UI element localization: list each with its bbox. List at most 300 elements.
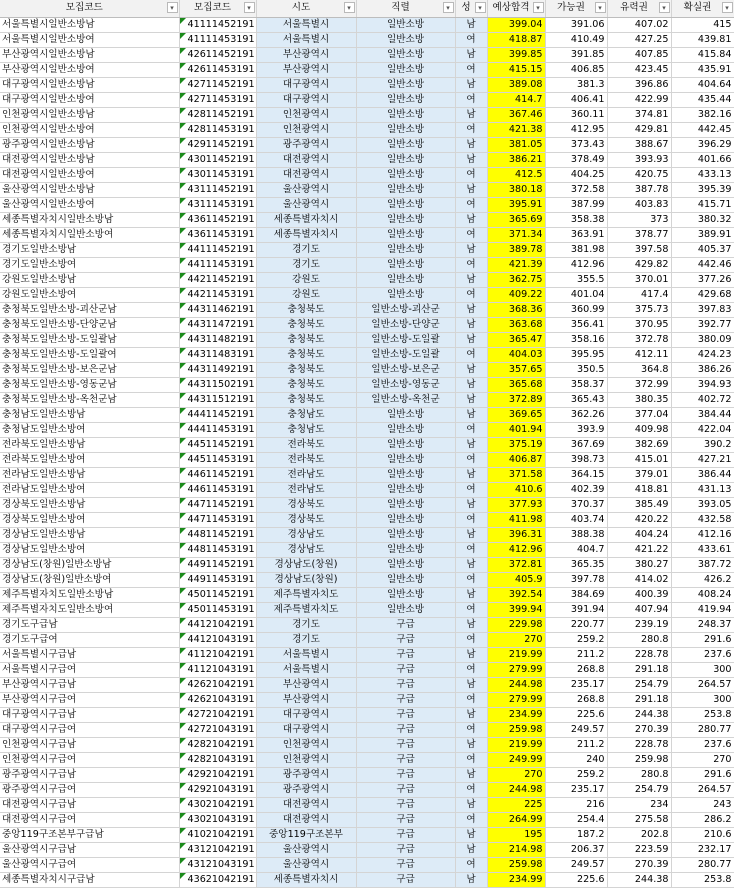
cell-likely[interactable]: 375.73	[607, 302, 671, 317]
cell-job[interactable]: 구급	[356, 767, 455, 782]
cell-recruit-name[interactable]: 충청북도일반소방-괴산군남	[0, 302, 179, 317]
cell-sex[interactable]: 남	[455, 617, 487, 632]
cell-job[interactable]: 일반소방	[356, 77, 455, 92]
cell-recruit-code[interactable]: 42811453191	[179, 122, 256, 137]
cell-likely[interactable]: 254.79	[607, 782, 671, 797]
cell-job[interactable]: 일반소방	[356, 107, 455, 122]
cell-recruit-code[interactable]: 44211453191	[179, 287, 256, 302]
cell-job[interactable]: 일반소방-도일괄	[356, 347, 455, 362]
cell-sido[interactable]: 경상남도(창원)	[256, 572, 356, 587]
cell-certain[interactable]: 392.77	[671, 317, 734, 332]
cell-job[interactable]: 일반소방	[356, 242, 455, 257]
cell-recruit-code[interactable]: 44311492191	[179, 362, 256, 377]
filter-dropdown-icon[interactable]: ▾	[244, 2, 255, 13]
cell-sido[interactable]: 대구광역시	[256, 722, 356, 737]
cell-expected[interactable]: 406.87	[487, 452, 545, 467]
cell-sex[interactable]: 남	[455, 497, 487, 512]
cell-sex[interactable]: 여	[455, 782, 487, 797]
cell-certain[interactable]: 270	[671, 752, 734, 767]
cell-expected[interactable]: 363.68	[487, 317, 545, 332]
cell-likely[interactable]: 403.83	[607, 197, 671, 212]
cell-sido[interactable]: 제주특별자치도	[256, 587, 356, 602]
cell-likely[interactable]: 409.98	[607, 422, 671, 437]
cell-possible[interactable]: 401.04	[545, 287, 607, 302]
cell-recruit-name[interactable]: 서울특별시일반소방남	[0, 17, 179, 32]
filter-dropdown-icon[interactable]: ▾	[475, 2, 486, 13]
cell-certain[interactable]: 253.8	[671, 707, 734, 722]
filter-dropdown-icon[interactable]: ▾	[595, 2, 606, 13]
cell-sex[interactable]: 여	[455, 62, 487, 77]
cell-recruit-name[interactable]: 대전광역시구급여	[0, 812, 179, 827]
cell-sex[interactable]: 남	[455, 797, 487, 812]
cell-sex[interactable]: 여	[455, 602, 487, 617]
cell-expected[interactable]: 421.38	[487, 122, 545, 137]
cell-certain[interactable]: 291.6	[671, 632, 734, 647]
cell-recruit-code[interactable]: 42621043191	[179, 692, 256, 707]
cell-job[interactable]: 구급	[356, 677, 455, 692]
cell-job[interactable]: 구급	[356, 857, 455, 872]
cell-job[interactable]: 일반소방	[356, 32, 455, 47]
cell-job[interactable]: 일반소방	[356, 527, 455, 542]
cell-possible[interactable]: 365.35	[545, 557, 607, 572]
cell-expected[interactable]: 412.96	[487, 542, 545, 557]
cell-expected[interactable]: 270	[487, 767, 545, 782]
cell-recruit-name[interactable]: 충청북도일반소방-단양군남	[0, 317, 179, 332]
cell-recruit-name[interactable]: 대전광역시구급남	[0, 797, 179, 812]
cell-possible[interactable]: 391.06	[545, 17, 607, 32]
cell-recruit-code[interactable]: 42821043191	[179, 752, 256, 767]
cell-possible[interactable]: 364.15	[545, 467, 607, 482]
cell-recruit-code[interactable]: 43011453191	[179, 167, 256, 182]
cell-possible[interactable]: 363.91	[545, 227, 607, 242]
cell-sex[interactable]: 남	[455, 137, 487, 152]
cell-possible[interactable]: 268.8	[545, 692, 607, 707]
cell-expected[interactable]: 367.46	[487, 107, 545, 122]
cell-sex[interactable]: 남	[455, 17, 487, 32]
cell-possible[interactable]: 249.57	[545, 722, 607, 737]
cell-recruit-name[interactable]: 충청북도일반소방-옥천군남	[0, 392, 179, 407]
cell-possible[interactable]: 403.74	[545, 512, 607, 527]
cell-possible[interactable]: 381.3	[545, 77, 607, 92]
cell-sido[interactable]: 대전광역시	[256, 797, 356, 812]
cell-recruit-code[interactable]: 44111453191	[179, 257, 256, 272]
cell-recruit-code[interactable]: 44311462191	[179, 302, 256, 317]
cell-sex[interactable]: 여	[455, 197, 487, 212]
cell-likely[interactable]: 429.82	[607, 257, 671, 272]
cell-sido[interactable]: 경상남도(창원)	[256, 557, 356, 572]
cell-certain[interactable]: 389.91	[671, 227, 734, 242]
cell-certain[interactable]: 426.2	[671, 572, 734, 587]
cell-certain[interactable]: 393.05	[671, 497, 734, 512]
cell-expected[interactable]: 412.5	[487, 167, 545, 182]
cell-possible[interactable]: 220.77	[545, 617, 607, 632]
cell-job[interactable]: 일반소방-보은군	[356, 362, 455, 377]
cell-certain[interactable]: 264.57	[671, 782, 734, 797]
cell-likely[interactable]: 397.58	[607, 242, 671, 257]
cell-likely[interactable]: 370.95	[607, 317, 671, 332]
cell-recruit-code[interactable]: 44121043191	[179, 632, 256, 647]
cell-possible[interactable]: 370.37	[545, 497, 607, 512]
cell-expected[interactable]: 259.98	[487, 722, 545, 737]
cell-expected[interactable]: 371.58	[487, 467, 545, 482]
cell-expected[interactable]: 399.04	[487, 17, 545, 32]
cell-certain[interactable]: 210.6	[671, 827, 734, 842]
cell-job[interactable]: 일반소방	[356, 437, 455, 452]
cell-expected[interactable]: 404.03	[487, 347, 545, 362]
cell-expected[interactable]: 372.89	[487, 392, 545, 407]
cell-job[interactable]: 일반소방	[356, 47, 455, 62]
cell-sido[interactable]: 충청북도	[256, 392, 356, 407]
cell-recruit-code[interactable]: 43121043191	[179, 857, 256, 872]
cell-possible[interactable]: 225.6	[545, 872, 607, 887]
cell-likely[interactable]: 420.22	[607, 512, 671, 527]
cell-likely[interactable]: 407.94	[607, 602, 671, 617]
cell-job[interactable]: 구급	[356, 632, 455, 647]
cell-likely[interactable]: 202.8	[607, 827, 671, 842]
cell-sex[interactable]: 여	[455, 32, 487, 47]
cell-recruit-code[interactable]: 41121043191	[179, 662, 256, 677]
cell-job[interactable]: 일반소방	[356, 467, 455, 482]
cell-recruit-code[interactable]: 42611452191	[179, 47, 256, 62]
cell-likely[interactable]: 415.01	[607, 452, 671, 467]
cell-recruit-name[interactable]: 충청남도일반소방여	[0, 422, 179, 437]
cell-sido[interactable]: 충청북도	[256, 377, 356, 392]
cell-certain[interactable]: 427.21	[671, 452, 734, 467]
cell-recruit-code[interactable]: 43121042191	[179, 842, 256, 857]
cell-certain[interactable]: 431.13	[671, 482, 734, 497]
cell-recruit-name[interactable]: 경기도일반소방남	[0, 242, 179, 257]
cell-sido[interactable]: 충청북도	[256, 302, 356, 317]
cell-likely[interactable]: 228.78	[607, 647, 671, 662]
cell-job[interactable]: 일반소방	[356, 92, 455, 107]
cell-sex[interactable]: 여	[455, 662, 487, 677]
cell-sido[interactable]: 대전광역시	[256, 167, 356, 182]
cell-sido[interactable]: 경기도	[256, 632, 356, 647]
cell-likely[interactable]: 380.35	[607, 392, 671, 407]
cell-recruit-name[interactable]: 경기도일반소방여	[0, 257, 179, 272]
cell-sex[interactable]: 남	[455, 827, 487, 842]
cell-recruit-name[interactable]: 제주특별자치도일반소방남	[0, 587, 179, 602]
cell-sido[interactable]: 울산광역시	[256, 182, 356, 197]
cell-job[interactable]: 일반소방	[356, 572, 455, 587]
cell-likely[interactable]: 239.19	[607, 617, 671, 632]
cell-recruit-code[interactable]: 45011452191	[179, 587, 256, 602]
cell-recruit-name[interactable]: 전라남도일반소방남	[0, 467, 179, 482]
cell-job[interactable]: 구급	[356, 812, 455, 827]
cell-sido[interactable]: 경상남도	[256, 527, 356, 542]
cell-sido[interactable]: 충청북도	[256, 317, 356, 332]
cell-sido[interactable]: 인천광역시	[256, 752, 356, 767]
cell-sido[interactable]: 광주광역시	[256, 767, 356, 782]
cell-sex[interactable]: 여	[455, 482, 487, 497]
cell-sido[interactable]: 서울특별시	[256, 662, 356, 677]
cell-certain[interactable]: 291.6	[671, 767, 734, 782]
cell-expected[interactable]: 411.98	[487, 512, 545, 527]
cell-sido[interactable]: 부산광역시	[256, 62, 356, 77]
cell-likely[interactable]: 412.11	[607, 347, 671, 362]
filter-dropdown-icon[interactable]: ▾	[167, 2, 178, 13]
cell-sex[interactable]: 남	[455, 392, 487, 407]
cell-recruit-code[interactable]: 44911453191	[179, 572, 256, 587]
cell-expected[interactable]: 368.36	[487, 302, 545, 317]
cell-possible[interactable]: 395.95	[545, 347, 607, 362]
cell-certain[interactable]: 433.61	[671, 542, 734, 557]
cell-likely[interactable]: 423.45	[607, 62, 671, 77]
cell-certain[interactable]: 401.66	[671, 152, 734, 167]
cell-sex[interactable]: 남	[455, 677, 487, 692]
cell-certain[interactable]: 300	[671, 662, 734, 677]
cell-sido[interactable]: 강원도	[256, 272, 356, 287]
cell-job[interactable]: 일반소방	[356, 182, 455, 197]
cell-sido[interactable]: 경상북도	[256, 512, 356, 527]
cell-recruit-name[interactable]: 전라북도일반소방여	[0, 452, 179, 467]
cell-possible[interactable]: 356.41	[545, 317, 607, 332]
cell-certain[interactable]: 390.2	[671, 437, 734, 452]
cell-sido[interactable]: 대전광역시	[256, 812, 356, 827]
cell-recruit-name[interactable]: 대구광역시일반소방여	[0, 92, 179, 107]
cell-recruit-name[interactable]: 부산광역시일반소방남	[0, 47, 179, 62]
cell-recruit-name[interactable]: 서울특별시구급여	[0, 662, 179, 677]
cell-recruit-code[interactable]: 42621042191	[179, 677, 256, 692]
cell-recruit-name[interactable]: 세종특별자치시구급남	[0, 872, 179, 887]
cell-certain[interactable]: 232.17	[671, 842, 734, 857]
cell-sex[interactable]: 남	[455, 647, 487, 662]
cell-recruit-name[interactable]: 울산광역시일반소방여	[0, 197, 179, 212]
cell-possible[interactable]: 235.17	[545, 677, 607, 692]
cell-certain[interactable]: 280.77	[671, 722, 734, 737]
cell-recruit-code[interactable]: 43021042191	[179, 797, 256, 812]
cell-sex[interactable]: 남	[455, 212, 487, 227]
cell-certain[interactable]: 402.72	[671, 392, 734, 407]
cell-likely[interactable]: 400.39	[607, 587, 671, 602]
cell-sex[interactable]: 여	[455, 572, 487, 587]
cell-certain[interactable]: 387.72	[671, 557, 734, 572]
cell-possible[interactable]: 410.49	[545, 32, 607, 47]
cell-job[interactable]: 일반소방	[356, 422, 455, 437]
cell-recruit-code[interactable]: 44311482191	[179, 332, 256, 347]
cell-recruit-code[interactable]: 44211452191	[179, 272, 256, 287]
cell-expected[interactable]: 219.99	[487, 737, 545, 752]
cell-recruit-code[interactable]: 43021043191	[179, 812, 256, 827]
cell-possible[interactable]: 355.5	[545, 272, 607, 287]
cell-likely[interactable]: 254.79	[607, 677, 671, 692]
cell-possible[interactable]: 402.39	[545, 482, 607, 497]
cell-possible[interactable]: 404.25	[545, 167, 607, 182]
cell-sido[interactable]: 광주광역시	[256, 137, 356, 152]
cell-expected[interactable]: 389.78	[487, 242, 545, 257]
cell-sido[interactable]: 대구광역시	[256, 707, 356, 722]
cell-likely[interactable]: 234	[607, 797, 671, 812]
cell-certain[interactable]: 429.68	[671, 287, 734, 302]
cell-expected[interactable]: 381.05	[487, 137, 545, 152]
cell-expected[interactable]: 375.19	[487, 437, 545, 452]
cell-expected[interactable]: 225	[487, 797, 545, 812]
cell-certain[interactable]: 442.46	[671, 257, 734, 272]
cell-expected[interactable]: 270	[487, 632, 545, 647]
cell-certain[interactable]: 404.64	[671, 77, 734, 92]
cell-possible[interactable]: 372.58	[545, 182, 607, 197]
cell-recruit-name[interactable]: 서울특별시일반소방여	[0, 32, 179, 47]
cell-possible[interactable]: 249.57	[545, 857, 607, 872]
cell-recruit-name[interactable]: 광주광역시구급여	[0, 782, 179, 797]
cell-certain[interactable]: 264.57	[671, 677, 734, 692]
cell-recruit-code[interactable]: 43111453191	[179, 197, 256, 212]
cell-job[interactable]: 일반소방	[356, 212, 455, 227]
cell-possible[interactable]: 259.2	[545, 767, 607, 782]
cell-possible[interactable]: 216	[545, 797, 607, 812]
cell-likely[interactable]: 364.8	[607, 362, 671, 377]
cell-job[interactable]: 일반소방	[356, 257, 455, 272]
cell-certain[interactable]: 439.81	[671, 32, 734, 47]
cell-possible[interactable]: 391.85	[545, 47, 607, 62]
cell-expected[interactable]: 249.99	[487, 752, 545, 767]
cell-recruit-name[interactable]: 인천광역시구급여	[0, 752, 179, 767]
cell-sido[interactable]: 제주특별자치도	[256, 602, 356, 617]
cell-recruit-code[interactable]: 44411452191	[179, 407, 256, 422]
cell-likely[interactable]: 370.01	[607, 272, 671, 287]
cell-job[interactable]: 구급	[356, 737, 455, 752]
cell-certain[interactable]: 396.29	[671, 137, 734, 152]
cell-sex[interactable]: 남	[455, 152, 487, 167]
cell-likely[interactable]: 373	[607, 212, 671, 227]
cell-sido[interactable]: 서울특별시	[256, 32, 356, 47]
cell-sex[interactable]: 남	[455, 872, 487, 887]
cell-job[interactable]: 일반소방-도일괄	[356, 332, 455, 347]
cell-possible[interactable]: 187.2	[545, 827, 607, 842]
cell-sido[interactable]: 세종특별자치시	[256, 872, 356, 887]
cell-sex[interactable]: 남	[455, 302, 487, 317]
cell-sex[interactable]: 남	[455, 842, 487, 857]
cell-job[interactable]: 구급	[356, 797, 455, 812]
cell-recruit-code[interactable]: 44911452191	[179, 557, 256, 572]
cell-sex[interactable]: 남	[455, 362, 487, 377]
cell-recruit-code[interactable]: 44611452191	[179, 467, 256, 482]
cell-job[interactable]: 구급	[356, 827, 455, 842]
cell-recruit-code[interactable]: 41111452191	[179, 17, 256, 32]
cell-sido[interactable]: 인천광역시	[256, 122, 356, 137]
cell-certain[interactable]: 286.2	[671, 812, 734, 827]
cell-job[interactable]: 일반소방	[356, 272, 455, 287]
cell-recruit-name[interactable]: 충청북도일반소방-영동군남	[0, 377, 179, 392]
cell-certain[interactable]: 424.23	[671, 347, 734, 362]
cell-certain[interactable]: 415	[671, 17, 734, 32]
cell-expected[interactable]: 214.98	[487, 842, 545, 857]
cell-certain[interactable]: 412.16	[671, 527, 734, 542]
cell-sido[interactable]: 전라남도	[256, 467, 356, 482]
cell-certain[interactable]: 380.09	[671, 332, 734, 347]
cell-likely[interactable]: 382.69	[607, 437, 671, 452]
cell-likely[interactable]: 404.24	[607, 527, 671, 542]
cell-likely[interactable]: 280.8	[607, 767, 671, 782]
cell-expected[interactable]: 371.34	[487, 227, 545, 242]
cell-expected[interactable]: 392.54	[487, 587, 545, 602]
cell-sex[interactable]: 여	[455, 287, 487, 302]
cell-possible[interactable]: 381.98	[545, 242, 607, 257]
cell-likely[interactable]: 387.78	[607, 182, 671, 197]
cell-likely[interactable]: 275.58	[607, 812, 671, 827]
cell-expected[interactable]: 410.6	[487, 482, 545, 497]
cell-certain[interactable]: 253.8	[671, 872, 734, 887]
cell-possible[interactable]: 360.99	[545, 302, 607, 317]
cell-sex[interactable]: 남	[455, 182, 487, 197]
cell-recruit-name[interactable]: 경상남도(창원)일반소방여	[0, 572, 179, 587]
cell-job[interactable]: 일반소방	[356, 17, 455, 32]
cell-recruit-name[interactable]: 인천광역시구급남	[0, 737, 179, 752]
cell-sex[interactable]: 남	[455, 767, 487, 782]
cell-expected[interactable]: 357.65	[487, 362, 545, 377]
cell-sido[interactable]: 전라북도	[256, 437, 356, 452]
cell-certain[interactable]: 248.37	[671, 617, 734, 632]
cell-likely[interactable]: 379.01	[607, 467, 671, 482]
cell-sex[interactable]: 남	[455, 242, 487, 257]
cell-sido[interactable]: 대구광역시	[256, 92, 356, 107]
cell-sex[interactable]: 남	[455, 737, 487, 752]
cell-expected[interactable]: 409.22	[487, 287, 545, 302]
cell-expected[interactable]: 386.21	[487, 152, 545, 167]
cell-sex[interactable]: 여	[455, 422, 487, 437]
cell-expected[interactable]: 365.69	[487, 212, 545, 227]
cell-sex[interactable]: 여	[455, 92, 487, 107]
cell-recruit-code[interactable]: 42711452191	[179, 77, 256, 92]
cell-job[interactable]: 일반소방	[356, 152, 455, 167]
cell-job[interactable]: 일반소방	[356, 557, 455, 572]
cell-job[interactable]: 일반소방	[356, 407, 455, 422]
cell-job[interactable]: 일반소방	[356, 122, 455, 137]
cell-recruit-code[interactable]: 43111452191	[179, 182, 256, 197]
cell-possible[interactable]: 225.6	[545, 707, 607, 722]
cell-job[interactable]: 일반소방	[356, 287, 455, 302]
cell-expected[interactable]: 399.94	[487, 602, 545, 617]
cell-job[interactable]: 구급	[356, 722, 455, 737]
cell-sex[interactable]: 여	[455, 632, 487, 647]
cell-recruit-code[interactable]: 42911452191	[179, 137, 256, 152]
cell-certain[interactable]: 237.6	[671, 737, 734, 752]
cell-sido[interactable]: 경상북도	[256, 497, 356, 512]
cell-sido[interactable]: 충청북도	[256, 362, 356, 377]
cell-expected[interactable]: 279.99	[487, 662, 545, 677]
cell-sex[interactable]: 여	[455, 452, 487, 467]
cell-recruit-code[interactable]: 43621042191	[179, 872, 256, 887]
cell-sex[interactable]: 남	[455, 587, 487, 602]
cell-certain[interactable]: 386.26	[671, 362, 734, 377]
cell-likely[interactable]: 291.18	[607, 692, 671, 707]
cell-recruit-code[interactable]: 44811452191	[179, 527, 256, 542]
cell-recruit-name[interactable]: 부산광역시구급남	[0, 677, 179, 692]
cell-recruit-code[interactable]: 44711452191	[179, 497, 256, 512]
cell-sex[interactable]: 여	[455, 692, 487, 707]
cell-likely[interactable]: 228.78	[607, 737, 671, 752]
cell-possible[interactable]: 211.2	[545, 737, 607, 752]
cell-expected[interactable]: 399.85	[487, 47, 545, 62]
cell-likely[interactable]: 280.8	[607, 632, 671, 647]
filter-dropdown-icon[interactable]: ▾	[659, 2, 670, 13]
cell-possible[interactable]: 373.43	[545, 137, 607, 152]
cell-sex[interactable]: 여	[455, 722, 487, 737]
cell-sido[interactable]: 울산광역시	[256, 842, 356, 857]
cell-expected[interactable]: 395.91	[487, 197, 545, 212]
cell-possible[interactable]: 350.5	[545, 362, 607, 377]
cell-likely[interactable]: 422.99	[607, 92, 671, 107]
cell-recruit-code[interactable]: 44311483191	[179, 347, 256, 362]
cell-job[interactable]: 일반소방-괴산군	[356, 302, 455, 317]
cell-likely[interactable]: 377.04	[607, 407, 671, 422]
cell-likely[interactable]: 396.86	[607, 77, 671, 92]
cell-likely[interactable]: 407.02	[607, 17, 671, 32]
cell-recruit-code[interactable]: 43011452191	[179, 152, 256, 167]
cell-sex[interactable]: 여	[455, 512, 487, 527]
cell-sido[interactable]: 경기도	[256, 617, 356, 632]
cell-job[interactable]: 일반소방-옥천군	[356, 392, 455, 407]
